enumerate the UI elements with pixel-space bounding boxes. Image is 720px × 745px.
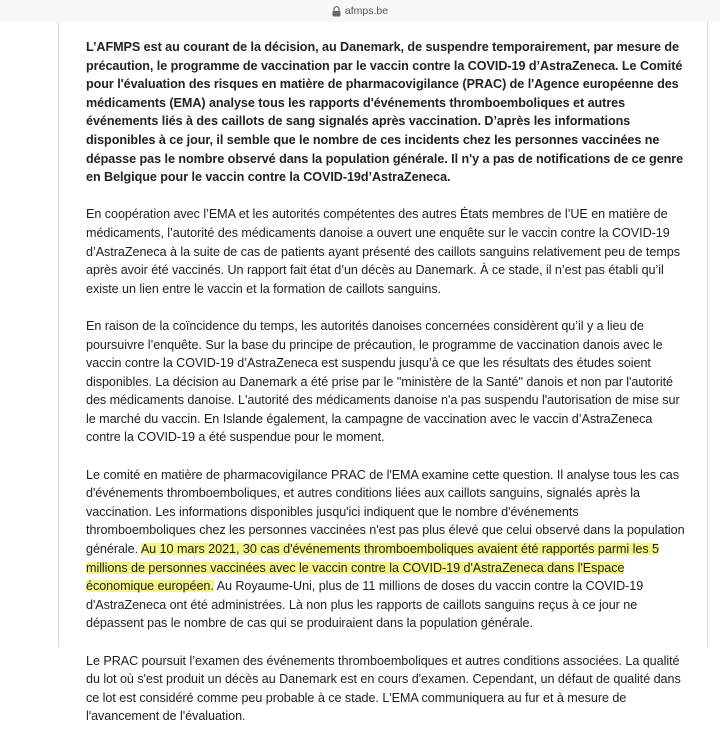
article-paragraph-3 — [86, 466, 688, 633]
paragraph-3-text-start: Le comité en matière de pharmacovigilance PRAC de l'EMA examine cette question. Il analyse tous les cas d'événements thromboemboliques, et autres conditions liées aux caillots sanguins, signalés après la vaccination. Les informations disponibles jusqu'ici indiquent que le nombre d'événements thromboemboliques chez les personnes vaccinées n'est pas plus élevé que celui observé dans la population générale. — [86, 467, 685, 557]
lock-icon — [332, 6, 341, 17]
paragraph-3-text-end: Au Royaume-Uni, plus de 11 millions de doses du vaccin contre la COVID-19 d'AstraZeneca ont été administrées. Là non plus les rapports de caillots sanguins reçus à ce jour ne dépassent pas le nombre de cas qui se produiraient dans la population générale. — [86, 579, 644, 631]
article-body — [86, 38, 688, 745]
article-lead: L’AFMPS est au courant de la décision, au Danemark, de suspendre temporairement, par mesure de précaution, le programme de vaccination par le vaccin contre la COVID-19 d’AstraZeneca. Le Comité pour l'évaluation des risques en matière de pharmacovigilance (PRAC) de l'Agence européenne des médicaments (EMA) analyse tous les rapports d'événements thromboemboliques et autres événements liés à des caillots de sang signalés après vaccination. D’après les informations disponibles à ce jour, il semble que le nombre de ces incidents chez les personnes vaccinées ne dépasse pas le nombre observé dans la population générale. Il n'y a pas de notifications de ce genre en Belgique pour le vaccin contre la COVID-19d’AstraZeneca. — [86, 40, 684, 185]
article-paragraph-4: Le PRAC poursuit l’examen des événements thromboemboliques et autres conditions associées. La qualité du lot où s'est produit un décès au Danemark est en cours d'examen. Cependant, un défaut de qualité dans ce lot est considéré comme peu probable à ce stade. L'EMA communiquera au fur et à mesure de l'avancement de l'évaluation. — [86, 653, 681, 724]
article-paragraph-1: En coopération avec l’EMA et les autorités compétentes des autres États membres de l’UE en matière de médicaments, l’autorité des médicaments danoise a ouvert une enquête sur le vaccin contre la COVID-19 d’AstraZeneca à la suite de cas de patients ayant présenté des caillots sanguins relativement peu de temps après avoir été vaccinés. Un rapport fait état d’un décès au Danemark. À ce stade, il n’est pas établi qu’il existe un lien entre le vaccin et la formation de caillots sanguins. — [86, 207, 680, 296]
browser-url: afmps.be — [344, 5, 389, 17]
highlighted-passage: Au 10 mars 2021, 30 cas d'événements thromboemboliques avaient été rapportés parmi les 5 millions de personnes vaccinées avec le vaccin contre la COVID-19 d'AstraZeneca dans l'Espace économique européen. — [86, 542, 659, 594]
article-paragraph-2: En raison de la coïncidence du temps, les autorités danoises concernées considèrent qu’il y a lieu de poursuivre l’enquête. Sur la base du principe de précaution, le programme de vaccination danois avec le vaccin contre la COVID-19 d’AstraZeneca est suspendu jusqu’à ce que les résultats des études soient disponibles. La décision au Danemark a été prise par le "ministère de la Santé" danois et non par l'autorité des médicaments danoise. L'autorité des médicaments danoise n'a pas suspendu l'autorisation de mise sur le marché du vaccin. En Islande également, la campagne de vaccination avec le vaccin d’AstraZeneca contre la COVID-19 a été suspendue pour le moment. — [86, 318, 680, 445]
browser-address-bar[interactable] — [0, 0, 720, 22]
